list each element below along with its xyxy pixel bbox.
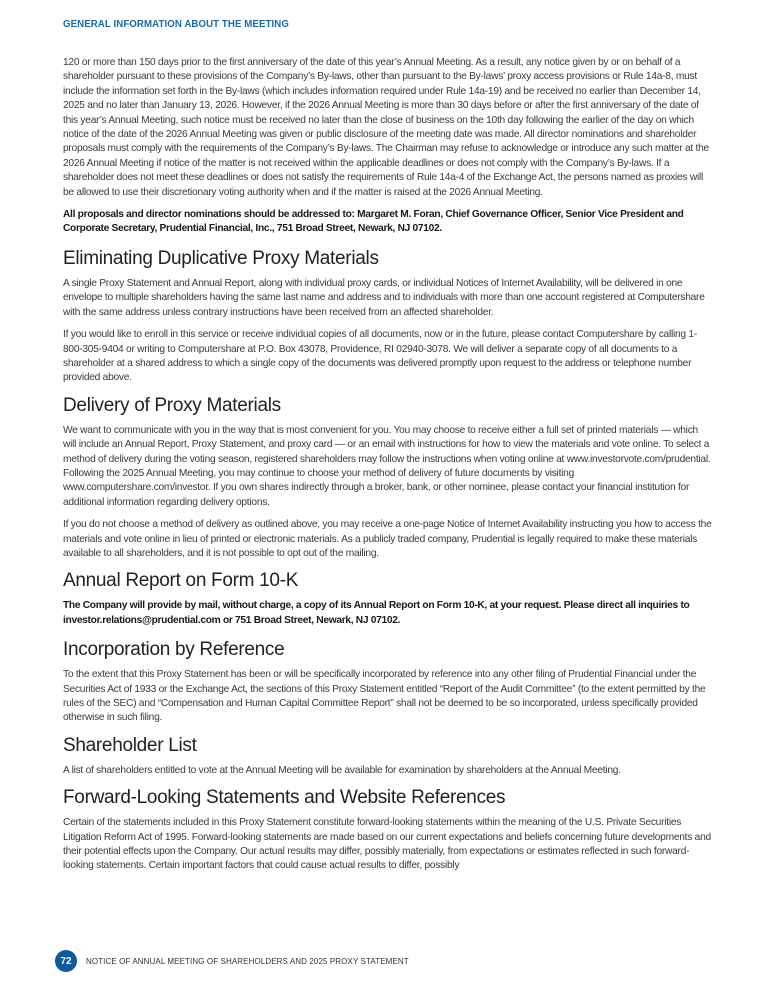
footer-title: NOTICE OF ANNUAL MEETING OF SHAREHOLDERS AND 2025 PROXY STATEMENT xyxy=(86,956,409,966)
section-heading: Annual Report on Form 10-K xyxy=(63,570,299,592)
section-forward-looking xyxy=(63,786,713,874)
paragraph: If you would like to enroll in this service or receive individual copies of all documents, now or in the future, please contact Computershare by calling 1-800-305-9404 or writing to Computershare at P.O. Box 43078, Providence, RI 02940-3078. We will deliver a separate copy of all documents to a shareholder at a shared address to which a single copy of the documents was delivered promptly upon request to the address or telephone number provided above. xyxy=(63,329,697,384)
paragraph: A list of shareholders entitled to vote at the Annual Meeting will be available for examination by shareholders at the Annual Meeting. xyxy=(63,764,621,776)
section-heading: Eliminating Duplicative Proxy Materials xyxy=(63,247,379,269)
page-footer xyxy=(55,950,409,972)
paragraph: If you do not choose a method of delivery as outlined above, you may receive a one-page Notice of Internet Availability instructing you how to access the materials and vote online in lieu of printed or electronic materials. As a publicly traded company, Prudential is legally required to make these materials available to all shareholders, and it is not possible to opt out of the mailing. xyxy=(63,519,712,559)
document-body xyxy=(63,56,713,882)
section-delivery-of-proxy xyxy=(63,394,713,562)
intro-paragraph: 120 or more than 150 days prior to the first anniversary of the date of this year’s Annual Meeting. As a result, any notice given by or on behalf of a shareholder pursuant to these provisions of the Company’s By-laws, other than pursuant to the By-laws’ proxy access provisions or Rule 14a-8, must include the information set forth in the By-laws (which includes information required under Rule 14a-19) and be received no earlier than December 14, 2025 and no later than January 13, 2026. However, if the 2026 Annual Meeting is more than 30 days before or after the first anniversary of the date of this year’s Annual Meeting, such notice must be received no later than the close of business on the 10th day following the earlier of the day on which notice of the date of the 2026 Annual Meeting was given or public disclosure of the meeting date was made. All director nominations and shareholder proposals must comply with the requirements of the Company’s By-laws. The Chairman may refuse to acknowledge or introduce any such matter at the 2026 Annual Meeting if notice of the matter is not received within the applicable deadlines or does not comply with the Company’s By-laws. If a shareholder does not meet these deadlines or does not satisfy the requirements of Rule 14a-4 of the Exchange Act, the persons named as proxies will be allowed to use their discretionary voting authority when and if the matter is raised at the 2026 Annual Meeting. xyxy=(63,57,709,198)
page-number-badge: 72 xyxy=(55,950,77,972)
section-heading: Forward-Looking Statements and Website References xyxy=(63,787,506,809)
section-heading: Delivery of Proxy Materials xyxy=(63,394,281,416)
proposals-address-paragraph: All proposals and director nominations should be addressed to: Margaret M. Foran, Chief Governance Officer, Senior Vice President and Corporate Secretary, Prudential Financial, Inc., 751 Broad Street, Newark, NJ 07102. xyxy=(63,209,684,235)
paragraph: A single Proxy Statement and Annual Report, along with individual proxy cards, or individual Notices of Internet Availability, will be delivered in one envelope to multiple shareholders having the same last name and address and to individuals with more than one account registered at Computershare with the same address unless contrary instructions have been received from an affected shareholder. xyxy=(63,277,705,318)
annual-report-request-paragraph: The Company will provide by mail, without charge, a copy of its Annual Report on Form 10-K, at your request. Please direct all inquiries to investor.relations@prudential.com or 751 Broad Street, Newark, NJ 07102. xyxy=(63,600,690,626)
paragraph: To the extent that this Proxy Statement has been or will be specifically incorporated by reference into any other filing of Prudential Financial under the Securities Act of 1933 or the Exchange Act, the sections of this Proxy Statement entitled “Report of the Audit Committee” (to the extent permitted by the rules of the SEC) and “Compensation and Human Capital Committee Report” shall not be deemed to be so incorporated, unless specifically provided otherwise in such filing. xyxy=(63,669,706,724)
section-shareholder-list xyxy=(63,734,713,778)
section-eliminating-duplicative xyxy=(63,247,713,386)
section-heading: Incorporation by Reference xyxy=(63,639,285,661)
paragraph: Certain of the statements included in this Proxy Statement constitute forward-looking statements within the meaning of the U.S. Private Securities Litigation Reform Act of 1995. Forward-looking statements are made based on our current expectations and beliefs concerning future developments and their potential effects upon the Company. Our actual results may differ, possibly materially, from expectations or estimates reflected in such forward-looking statements. Certain important factors that could cause actual results to differ, possibly xyxy=(63,817,711,872)
section-annual-report xyxy=(63,569,713,628)
paragraph: We want to communicate with you in the way that is most convenient for you. You may choose to receive either a full set of printed materials — which will include an Annual Report, Proxy Statement, and proxy card — or an email with instructions for how to view the materials and vote online. To select a method of delivery during the voting season, registered shareholders may follow the instructions when voting online at www.investorvote.com/prudential. Following the 2025 Annual Meeting, you may continue to choose your method of delivery of future documents by visiting www.computershare.com/investor. If you own shares indirectly through a broker, bank, or other nominee, please contact your financial institution for additional information regarding delivery options. xyxy=(63,424,711,508)
section-heading: Shareholder List xyxy=(63,734,197,756)
section-incorporation-by-reference xyxy=(63,638,713,726)
running-header: GENERAL INFORMATION ABOUT THE MEETING xyxy=(63,18,289,30)
